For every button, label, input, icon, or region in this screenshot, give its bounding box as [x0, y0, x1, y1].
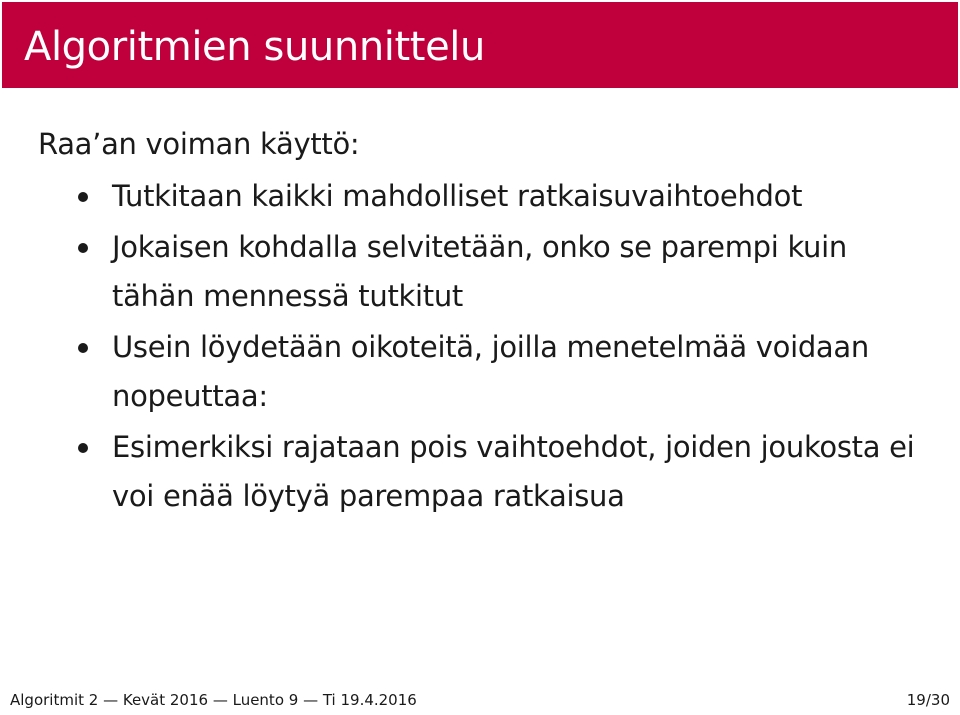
slide-intro-text: Raa’an voiman käyttö:	[38, 127, 360, 161]
slide-title-bar	[2, 2, 958, 88]
bullet-dot-icon	[78, 192, 88, 202]
bullet-list	[78, 172, 938, 523]
bullet-text: Esimerkiksi rajataan pois vaihtoehdot, joiden joukosta ei voi enää löytyä parempaa ratkaisua	[112, 430, 915, 513]
bullet-item	[78, 423, 938, 521]
footer-page-number: 19/30	[906, 691, 950, 709]
bullet-item	[78, 223, 938, 321]
bullet-item	[78, 323, 938, 421]
bullet-dot-icon	[78, 343, 88, 353]
footer-course-info: Algoritmit 2 — Kevät 2016 — Luento 9 — Ti 19.4.2016	[10, 691, 417, 709]
bullet-text: Tutkitaan kaikki mahdolliset ratkaisuvaihtoehdot	[112, 179, 803, 213]
bullet-text: Jokaisen kohdalla selvitetään, onko se parempi kuin tähän mennessä tutkitut	[112, 230, 847, 313]
bullet-dot-icon	[78, 443, 88, 453]
slide-title: Algoritmien suunnittelu	[24, 24, 485, 70]
slide-footer	[10, 688, 950, 712]
bullet-dot-icon	[78, 243, 88, 253]
bullet-item	[78, 172, 938, 221]
bullet-text: Usein löydetään oikoteitä, joilla menetelmää voidaan nopeuttaa:	[112, 330, 869, 413]
